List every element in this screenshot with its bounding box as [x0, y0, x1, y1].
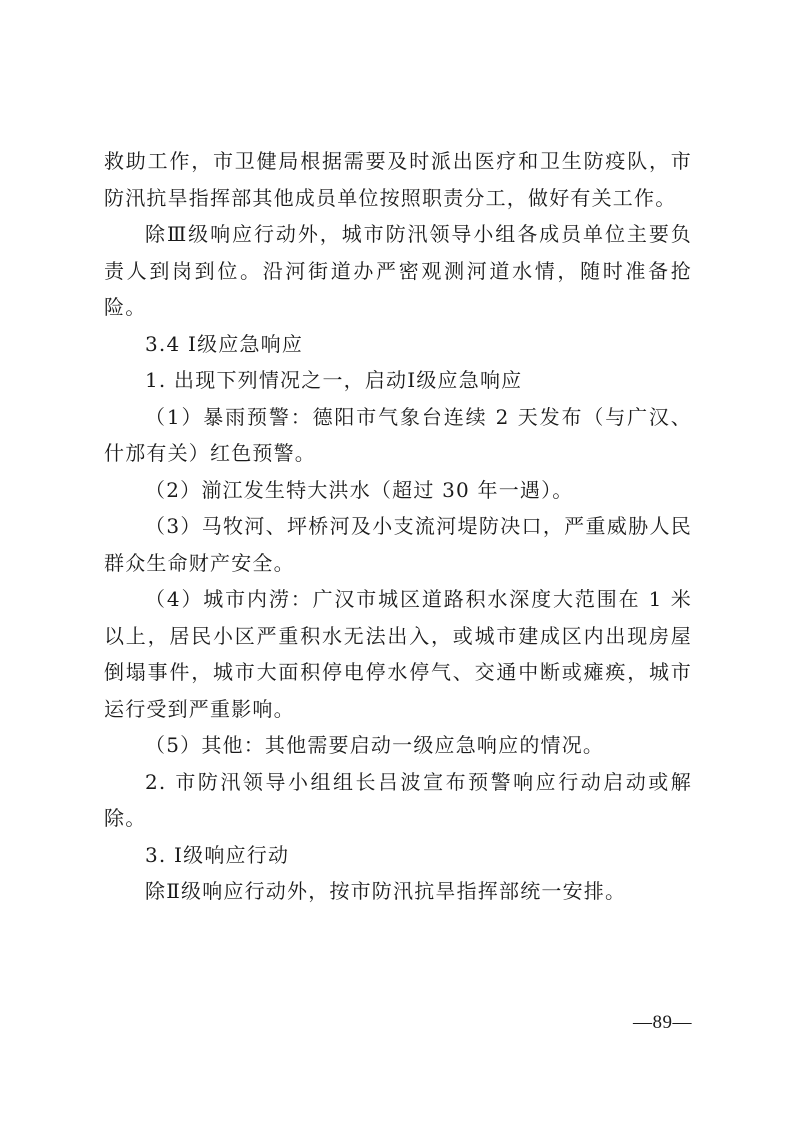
- paragraph-2: 除Ⅲ级响应行动外，城市防汛领导小组各成员单位主要负责人到岗到位。沿河街道办严密观测河道水情，随时准备抢险。: [104, 222, 692, 319]
- condition-item-5: （5）其他：其他需要启动一级应急响应的情况。: [145, 733, 605, 757]
- body-text: [104, 143, 692, 910]
- page-number: —89—: [633, 1012, 692, 1033]
- subheading-response-action: 3. Ⅰ级响应行动: [145, 842, 290, 867]
- condition-item-1: （1）暴雨预警：德阳市气象台连续 2 天发布（与广汉、什邡有关）红色预警。: [104, 404, 692, 465]
- section-heading-3-4: 3.4 Ⅰ级应急响应: [145, 331, 304, 356]
- condition-item-2: （2）湔江发生特大洪水（超过 30 年一遇）。: [145, 477, 574, 502]
- paragraph-1: 救助工作，市卫健局根据需要及时派出医疗和卫生防疫队，市防汛抗旱指挥部其他成员单位按照职责分工，做好有关工作。: [104, 149, 692, 210]
- paragraph-response-action: 除Ⅱ级响应行动外，按市防汛抗旱指挥部统一安排。: [145, 879, 627, 903]
- condition-item-3: （3）马牧河、坪桥河及小支流河堤防决口，严重威胁人民群众生命财产安全。: [104, 514, 692, 575]
- condition-item-4: （4）城市内涝：广汉市城区道路积水深度大范围在 1 米以上，居民小区严重积水无法出入，或城市建成区内出现房屋倒塌事件，城市大面积停电停水停气、交通中断或瘫痪，城市运行受到严重影响。: [104, 587, 692, 721]
- paragraph-trigger-conditions: 1. 出现下列情况之一，启动Ⅰ级应急响应: [145, 368, 523, 392]
- paragraph-announcement: 2. 市防汛领导小组组长吕波宣布预警响应行动启动或解除。: [104, 769, 692, 830]
